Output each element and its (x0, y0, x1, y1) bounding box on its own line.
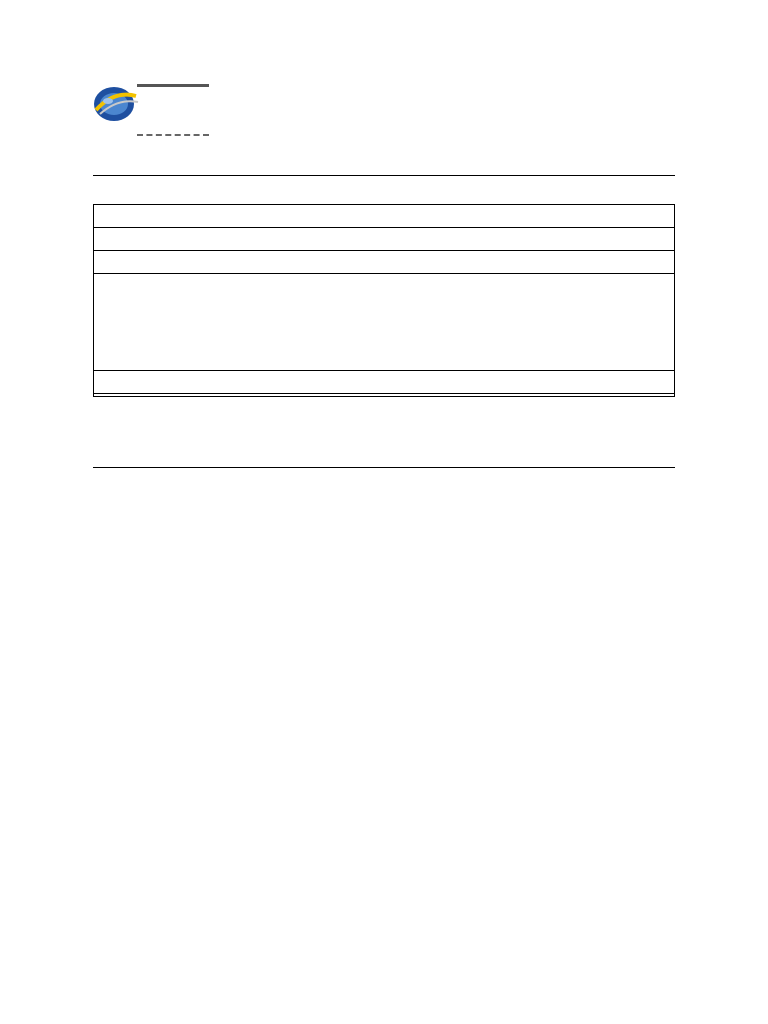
row-value (201, 371, 675, 394)
row-value (201, 205, 675, 228)
row-label (93, 274, 187, 371)
row-label (93, 228, 187, 251)
table-row (93, 228, 675, 251)
student-info-table (93, 204, 675, 394)
row-colon (187, 228, 201, 251)
logo-bar (137, 84, 209, 87)
row-value (201, 274, 675, 371)
row-value (201, 251, 675, 274)
table-row (93, 251, 675, 274)
row-label (93, 205, 187, 228)
logo-divider (137, 134, 209, 136)
table-row (93, 274, 675, 371)
globe-icon (92, 84, 142, 122)
row-colon (187, 251, 201, 274)
row-value (201, 228, 675, 251)
table-row (93, 371, 675, 394)
row-colon (187, 205, 201, 228)
table-row (93, 205, 675, 228)
university-logo (92, 84, 210, 138)
row-colon (187, 274, 201, 371)
section-rule (93, 175, 675, 176)
row-label (93, 371, 187, 394)
row-label (93, 251, 187, 274)
section-rule (93, 467, 675, 468)
row-colon (187, 371, 201, 394)
